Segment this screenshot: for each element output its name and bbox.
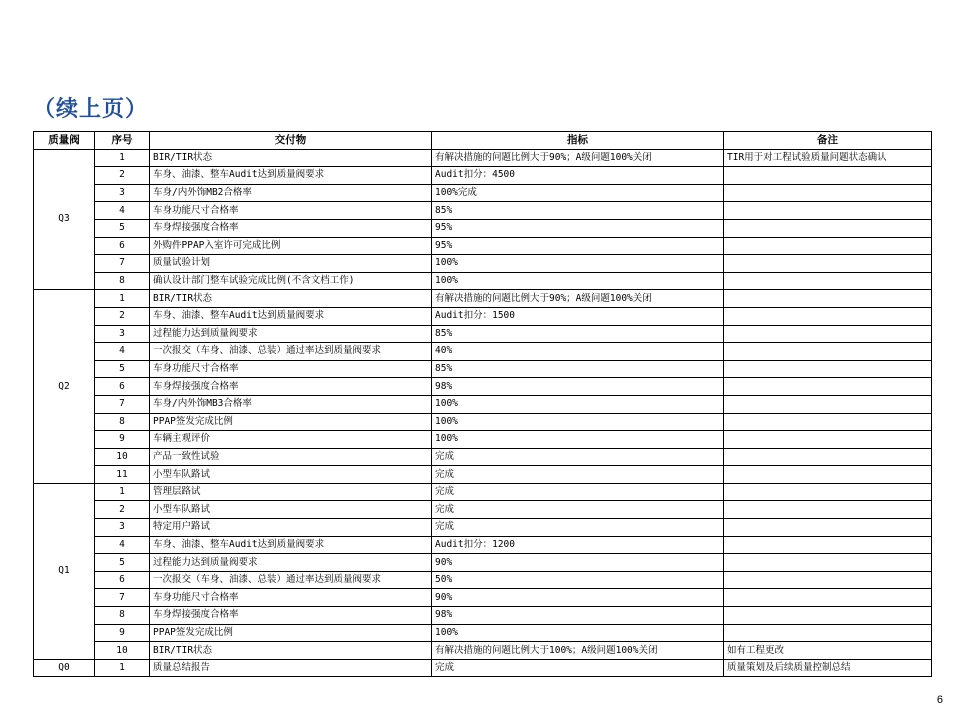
note-cell bbox=[724, 589, 932, 607]
deliverable-cell: 外购件PPAP入室许可完成比例 bbox=[150, 237, 432, 255]
note-cell bbox=[724, 624, 932, 642]
note-cell bbox=[724, 501, 932, 519]
header-deliverable: 交付物 bbox=[150, 132, 432, 150]
note-cell bbox=[724, 413, 932, 431]
deliverable-cell: 特定用户路试 bbox=[150, 519, 432, 537]
deliverable-cell: BIR/TIR状态 bbox=[150, 290, 432, 308]
table-row bbox=[34, 219, 932, 237]
gate-cell: Q0 bbox=[34, 659, 95, 677]
row-number-cell: 6 bbox=[95, 571, 150, 589]
deliverable-cell: 车身、油漆、整车Audit达到质量阀要求 bbox=[150, 167, 432, 185]
row-number-cell: 2 bbox=[95, 167, 150, 185]
table-row bbox=[34, 378, 932, 396]
deliverable-cell: 车身功能尺寸合格率 bbox=[150, 202, 432, 220]
table-row bbox=[34, 307, 932, 325]
row-number-cell: 1 bbox=[95, 659, 150, 677]
indicator-cell: 85% bbox=[432, 202, 724, 220]
indicator-cell: 完成 bbox=[432, 501, 724, 519]
deliverable-cell: 车身/内外饰MB2合格率 bbox=[150, 184, 432, 202]
row-number-cell: 7 bbox=[95, 255, 150, 273]
deliverable-cell: 车身功能尺寸合格率 bbox=[150, 589, 432, 607]
table-row bbox=[34, 501, 932, 519]
indicator-cell: 有解决措施的问题比例大于100%；A级问题100%关闭 bbox=[432, 642, 724, 660]
indicator-cell: 有解决措施的问题比例大于90%；A级问题100%关闭 bbox=[432, 290, 724, 308]
row-number-cell: 10 bbox=[95, 642, 150, 660]
note-cell bbox=[724, 448, 932, 466]
note-cell bbox=[724, 167, 932, 185]
row-number-cell: 9 bbox=[95, 431, 150, 449]
table-row bbox=[34, 483, 932, 501]
table-row bbox=[34, 589, 932, 607]
indicator-cell: 50% bbox=[432, 571, 724, 589]
table-row bbox=[34, 202, 932, 220]
indicator-cell: 100% bbox=[432, 431, 724, 449]
indicator-cell: 完成 bbox=[432, 519, 724, 537]
indicator-cell: 98% bbox=[432, 378, 724, 396]
note-cell bbox=[724, 536, 932, 554]
table-header-row bbox=[34, 132, 932, 150]
note-cell bbox=[724, 219, 932, 237]
table-row bbox=[34, 571, 932, 589]
deliverable-cell: 小型车队路试 bbox=[150, 501, 432, 519]
deliverable-cell: 车身焊接强度合格率 bbox=[150, 378, 432, 396]
note-cell bbox=[724, 184, 932, 202]
note-cell bbox=[724, 607, 932, 625]
note-cell: 质量策划及后续质量控制总结 bbox=[724, 659, 932, 677]
deliverable-cell: 产品一致性试验 bbox=[150, 448, 432, 466]
note-cell bbox=[724, 325, 932, 343]
indicator-cell: 100% bbox=[432, 395, 724, 413]
table-row bbox=[34, 395, 932, 413]
deliverable-cell: 车身焊接强度合格率 bbox=[150, 607, 432, 625]
table-row bbox=[34, 466, 932, 484]
quality-gate-table bbox=[33, 131, 932, 677]
row-number-cell: 5 bbox=[95, 219, 150, 237]
row-number-cell: 2 bbox=[95, 307, 150, 325]
indicator-cell: Audit扣分：1500 bbox=[432, 307, 724, 325]
note-cell bbox=[724, 343, 932, 361]
row-number-cell: 1 bbox=[95, 483, 150, 501]
table-row bbox=[34, 360, 932, 378]
row-number-cell: 4 bbox=[95, 202, 150, 220]
deliverable-cell: 确认设计部门整车试验完成比例(不含文档工作) bbox=[150, 272, 432, 290]
deliverable-cell: 质量试验计划 bbox=[150, 255, 432, 273]
deliverable-cell: 一次报交（车身、油漆、总装）通过率达到质量阀要求 bbox=[150, 343, 432, 361]
table-row bbox=[34, 167, 932, 185]
table-row bbox=[34, 343, 932, 361]
header-gate: 质量阀 bbox=[34, 132, 95, 150]
note-cell bbox=[724, 378, 932, 396]
row-number-cell: 3 bbox=[95, 184, 150, 202]
note-cell bbox=[724, 519, 932, 537]
header-no: 序号 bbox=[95, 132, 150, 150]
deliverable-cell: 过程能力达到质量阀要求 bbox=[150, 554, 432, 572]
row-number-cell: 4 bbox=[95, 343, 150, 361]
row-number-cell: 1 bbox=[95, 149, 150, 167]
header-indicator: 指标 bbox=[432, 132, 724, 150]
indicator-cell: 98% bbox=[432, 607, 724, 625]
note-cell bbox=[724, 202, 932, 220]
row-number-cell: 1 bbox=[95, 290, 150, 308]
table-row bbox=[34, 184, 932, 202]
gate-cell: Q2 bbox=[34, 290, 95, 484]
indicator-cell: 95% bbox=[432, 237, 724, 255]
indicator-cell: 85% bbox=[432, 360, 724, 378]
row-number-cell: 9 bbox=[95, 624, 150, 642]
table-row bbox=[34, 255, 932, 273]
note-cell bbox=[724, 272, 932, 290]
indicator-cell: 40% bbox=[432, 343, 724, 361]
gate-cell: Q1 bbox=[34, 483, 95, 659]
row-number-cell: 8 bbox=[95, 272, 150, 290]
deliverable-cell: 质量总结报告 bbox=[150, 659, 432, 677]
deliverable-cell: BIR/TIR状态 bbox=[150, 149, 432, 167]
row-number-cell: 3 bbox=[95, 325, 150, 343]
indicator-cell: 完成 bbox=[432, 659, 724, 677]
table-row bbox=[34, 413, 932, 431]
page-title: （续上页） bbox=[33, 97, 149, 122]
note-cell bbox=[724, 255, 932, 273]
row-number-cell: 6 bbox=[95, 378, 150, 396]
table-row bbox=[34, 431, 932, 449]
row-number-cell: 6 bbox=[95, 237, 150, 255]
row-number-cell: 5 bbox=[95, 360, 150, 378]
gate-cell: Q3 bbox=[34, 149, 95, 290]
table-row bbox=[34, 642, 932, 660]
row-number-cell: 8 bbox=[95, 607, 150, 625]
table-row bbox=[34, 519, 932, 537]
deliverable-cell: BIR/TIR状态 bbox=[150, 642, 432, 660]
indicator-cell: 100% bbox=[432, 272, 724, 290]
indicator-cell: 100% bbox=[432, 413, 724, 431]
indicator-cell: 95% bbox=[432, 219, 724, 237]
table-row bbox=[34, 149, 932, 167]
row-number-cell: 8 bbox=[95, 413, 150, 431]
note-cell bbox=[724, 431, 932, 449]
deliverable-cell: 车身焊接强度合格率 bbox=[150, 219, 432, 237]
row-number-cell: 3 bbox=[95, 519, 150, 537]
deliverable-cell: 车身、油漆、整车Audit达到质量阀要求 bbox=[150, 307, 432, 325]
table-row bbox=[34, 448, 932, 466]
table-row bbox=[34, 536, 932, 554]
deliverable-cell: 车辆主观评价 bbox=[150, 431, 432, 449]
table-row bbox=[34, 607, 932, 625]
deliverable-cell: 过程能力达到质量阀要求 bbox=[150, 325, 432, 343]
deliverable-cell: 管理层路试 bbox=[150, 483, 432, 501]
table-row bbox=[34, 554, 932, 572]
table-row bbox=[34, 272, 932, 290]
indicator-cell: 100%完成 bbox=[432, 184, 724, 202]
row-number-cell: 4 bbox=[95, 536, 150, 554]
indicator-cell: 90% bbox=[432, 554, 724, 572]
table-row bbox=[34, 237, 932, 255]
row-number-cell: 11 bbox=[95, 466, 150, 484]
indicator-cell: 90% bbox=[432, 589, 724, 607]
row-number-cell: 7 bbox=[95, 395, 150, 413]
indicator-cell: 85% bbox=[432, 325, 724, 343]
row-number-cell: 5 bbox=[95, 554, 150, 572]
note-cell: TIR用于对工程试验质量问题状态确认 bbox=[724, 149, 932, 167]
table-row bbox=[34, 659, 932, 677]
indicator-cell: 完成 bbox=[432, 448, 724, 466]
note-cell bbox=[724, 466, 932, 484]
deliverable-cell: PPAP签发完成比例 bbox=[150, 624, 432, 642]
note-cell bbox=[724, 395, 932, 413]
deliverable-cell: 小型车队路试 bbox=[150, 466, 432, 484]
note-cell bbox=[724, 290, 932, 308]
deliverable-cell: 车身/内外饰MB3合格率 bbox=[150, 395, 432, 413]
row-number-cell: 10 bbox=[95, 448, 150, 466]
page-number: 6 bbox=[936, 694, 943, 706]
row-number-cell: 7 bbox=[95, 589, 150, 607]
indicator-cell: 100% bbox=[432, 624, 724, 642]
note-cell bbox=[724, 554, 932, 572]
table-row bbox=[34, 290, 932, 308]
deliverable-cell: 一次报交（车身、油漆、总装）通过率达到质量阀要求 bbox=[150, 571, 432, 589]
table-row bbox=[34, 325, 932, 343]
note-cell bbox=[724, 237, 932, 255]
indicator-cell: 有解决措施的问题比例大于90%；A级问题100%关闭 bbox=[432, 149, 724, 167]
header-note: 备注 bbox=[724, 132, 932, 150]
deliverable-cell: 车身、油漆、整车Audit达到质量阀要求 bbox=[150, 536, 432, 554]
table-row bbox=[34, 624, 932, 642]
note-cell bbox=[724, 307, 932, 325]
note-cell bbox=[724, 483, 932, 501]
indicator-cell: Audit扣分：4500 bbox=[432, 167, 724, 185]
indicator-cell: 100% bbox=[432, 255, 724, 273]
indicator-cell: Audit扣分：1200 bbox=[432, 536, 724, 554]
indicator-cell: 完成 bbox=[432, 466, 724, 484]
deliverable-cell: 车身功能尺寸合格率 bbox=[150, 360, 432, 378]
row-number-cell: 2 bbox=[95, 501, 150, 519]
note-cell bbox=[724, 571, 932, 589]
note-cell: 如有工程更改 bbox=[724, 642, 932, 660]
note-cell bbox=[724, 360, 932, 378]
deliverable-cell: PPAP签发完成比例 bbox=[150, 413, 432, 431]
indicator-cell: 完成 bbox=[432, 483, 724, 501]
